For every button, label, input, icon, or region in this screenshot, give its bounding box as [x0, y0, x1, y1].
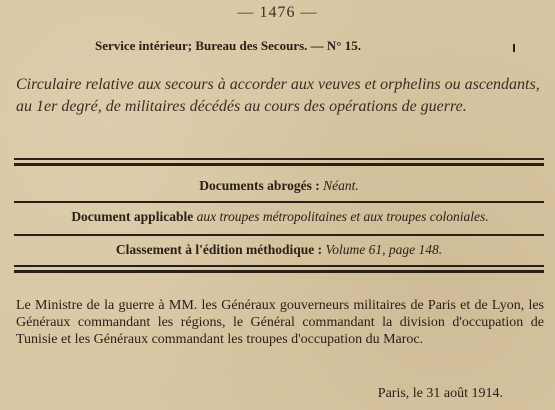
rule-double-bottom-2: [14, 270, 544, 273]
margin-mark: [513, 44, 515, 52]
classification-label: Classement à l'édition méthodique :: [115, 242, 326, 257]
classification-line: [14, 242, 544, 258]
applicable-value: aux troupes métropolitaines et aux troupes coloniales.: [196, 209, 489, 224]
applicable-label: Document applicable: [71, 209, 197, 224]
rule-double-bottom: [14, 163, 544, 166]
applicable-document-line: [10, 209, 550, 225]
page-number: — 1476 —: [237, 4, 318, 21]
rule-single-1: [14, 201, 544, 203]
service-header: Service intérieur; Bureau des Secours. — N° 15.: [95, 38, 362, 53]
date-line: Paris, le 31 août 1914.: [377, 386, 503, 401]
circular-title: Circulaire relative aux secours à accorder aux veuves et orphelins ou ascendants, au 1er degré, de militaires décédés au cours des opérations de guerre.: [16, 76, 540, 115]
rule-single-2: [14, 234, 544, 236]
classification-value: Volume 61, page 148.: [325, 242, 443, 257]
rule-double-top: [14, 158, 544, 160]
rule-double-top-2: [14, 265, 544, 267]
body-paragraph: Le Ministre de la guerre à MM. les Généraux gouverneurs militaires de Paris et de Lyon, les Généraux commandant les régions, le Général commandant la division d'occupation de Tunisie et les Généraux commandant les troupes d'occupation du Maroc.: [16, 298, 544, 347]
abrogated-value: Néant.: [323, 178, 359, 193]
abrogated-label: Documents abrogés :: [199, 178, 324, 193]
abrogated-documents-line: [14, 178, 544, 194]
